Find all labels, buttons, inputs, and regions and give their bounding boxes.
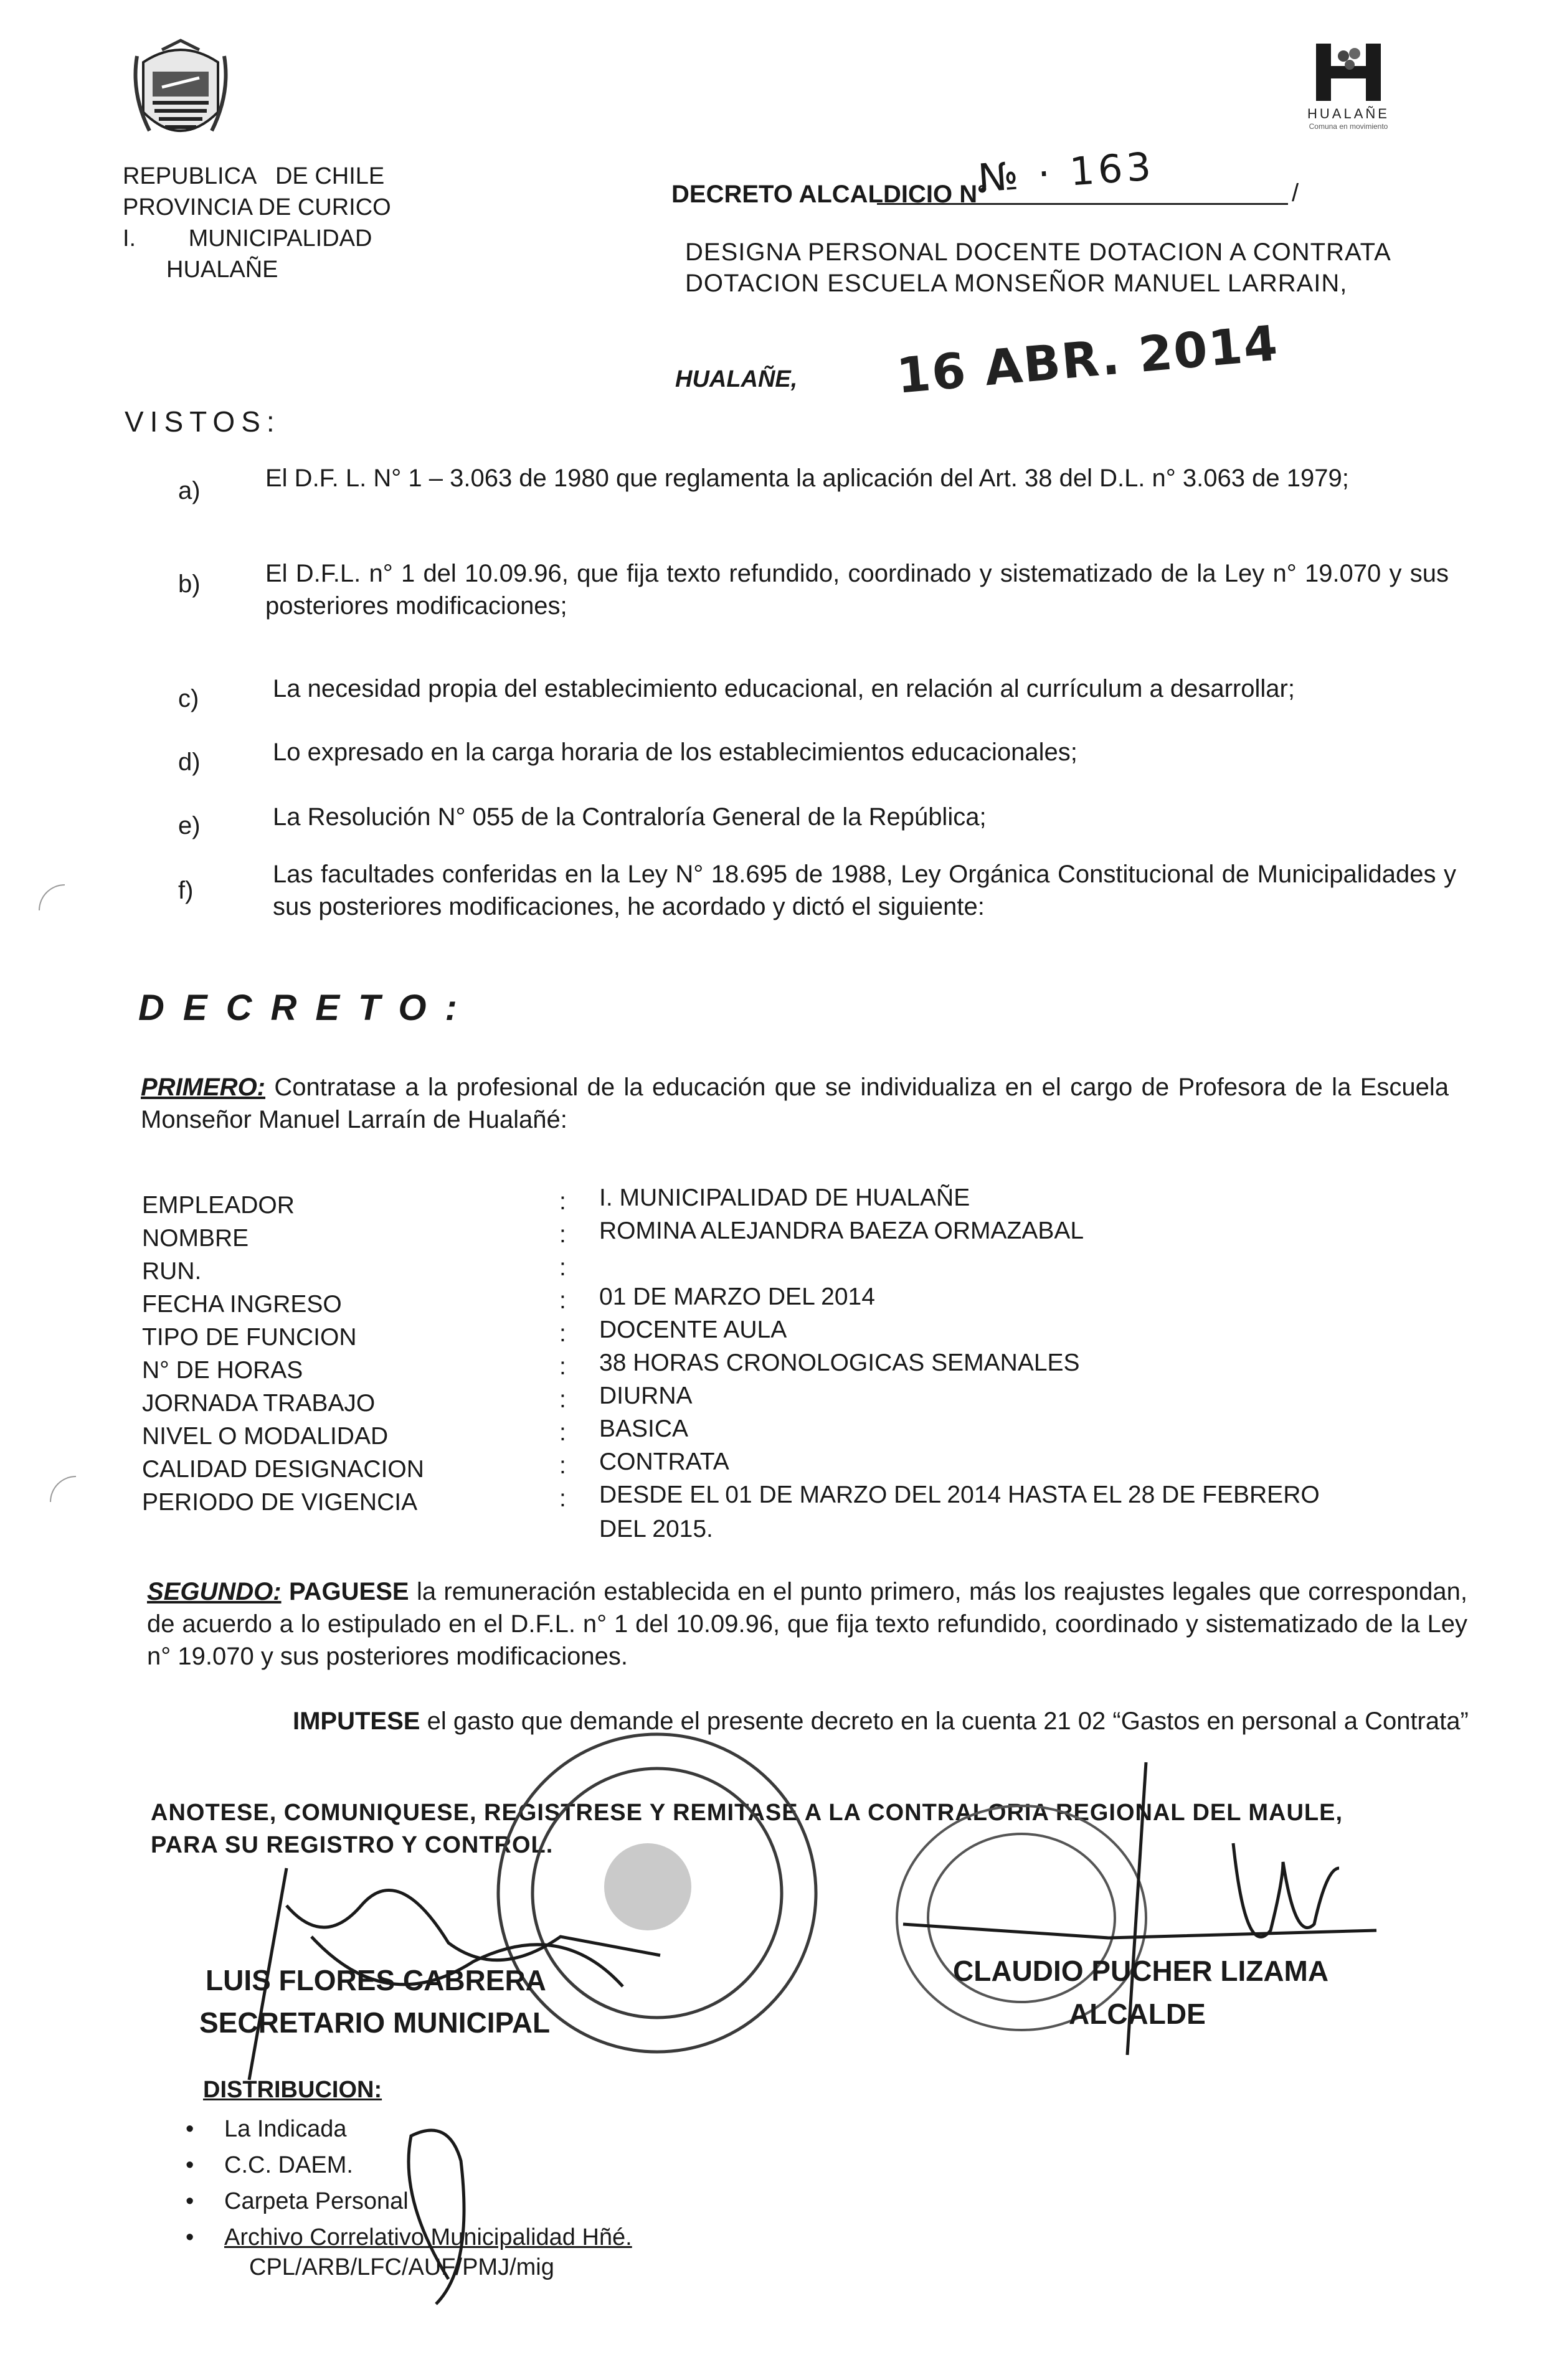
subject-line-1: DESIGNA PERSONAL DOCENTE DOTACION A CONTRATA — [685, 238, 1391, 266]
bullet-icon: • — [186, 2152, 194, 2178]
field-value: DESDE EL 01 DE MARZO DEL 2014 HASTA EL 28 DE FEBRERO — [599, 1481, 1320, 1508]
vigencia-continuation: DEL 2015. — [599, 1516, 713, 1542]
distribucion-footer: CPL/ARB/LFC/AUF/PMJ/mig — [249, 2254, 554, 2280]
municipalidad-line: I. MUNICIPALIDAD — [123, 225, 372, 252]
decreto-number-line — [877, 203, 1288, 205]
closing-line-2: PARA SU REGISTRO Y CONTROL. — [151, 1832, 554, 1858]
field-label: FECHA INGRESO — [142, 1291, 342, 1318]
field-label: TIPO DE FUNCION — [142, 1324, 357, 1351]
logo-tagline: Comuna en movimiento — [1309, 122, 1388, 131]
subject-line-2: DOTACION ESCUELA MONSEÑOR MANUEL LARRAIN, — [685, 270, 1348, 297]
segundo-bold: PAGUESE — [281, 1578, 409, 1605]
field-colon: : — [559, 1386, 566, 1413]
field-value: 01 DE MARZO DEL 2014 — [599, 1283, 875, 1310]
hualane-logo-icon — [1311, 37, 1386, 106]
vistos-item-c: La necesidad propia del establecimiento educacional, en relación al currículum a desarrollar; — [273, 675, 1295, 702]
vistos-item-b: El D.F.L. n° 1 del 10.09.96, que fija texto refundido, coordinado y sistematizado de la Ley n° 19.070 y sus posteriores modificaciones; — [265, 560, 1449, 620]
distribucion-item — [186, 2147, 632, 2183]
bullet-icon: • — [186, 2116, 194, 2142]
closing-line-1: ANOTESE, COMUNIQUESE, REGISTRESE Y REMITASE A LA CONTRALORIA REGIONAL DEL MAULE, — [151, 1800, 1343, 1826]
coat-of-arms-icon — [125, 37, 237, 156]
vistos-letter-f: f) — [178, 877, 194, 904]
field-colon: : — [559, 1485, 566, 1512]
field-label: NOMBRE — [142, 1225, 249, 1252]
decreto-subject — [685, 237, 1391, 299]
issuer-block — [123, 161, 391, 285]
imputese-text: el gasto que demande el presente decreto en la cuenta 21 02 “Gastos en personal a Contrata” — [420, 1707, 1469, 1735]
field-value: I. MUNICIPALIDAD DE HUALAÑE — [599, 1184, 970, 1211]
field-colon: : — [559, 1188, 566, 1215]
distribucion-list — [186, 2111, 632, 2255]
vistos-letter-c: c) — [178, 685, 199, 712]
provincia-line: PROVINCIA DE CURICO — [123, 194, 391, 220]
imputese-paragraph — [149, 1705, 1470, 1737]
republica-line: REPUBLICA DE CHILE — [123, 163, 385, 189]
field-label: EMPLEADOR — [142, 1192, 295, 1219]
field-label: N° DE HORAS — [142, 1357, 303, 1384]
decreto-title: DECRETO: — [138, 988, 476, 1028]
primero-paragraph — [141, 1071, 1449, 1136]
field-colon: : — [559, 1254, 566, 1281]
vistos-item-d: Lo expresado en la carga horaria de los establecimientos educacionales; — [273, 739, 1077, 766]
distribucion-title: DISTRIBUCION: — [203, 2077, 382, 2103]
distribucion-item-text: C.C. DAEM. — [224, 2152, 353, 2178]
field-colon: : — [559, 1221, 566, 1248]
vistos-item-e: La Resolución N° 055 de la Contraloría General de la República; — [273, 803, 987, 831]
field-value: 38 HORAS CRONOLOGICAS SEMANALES — [599, 1349, 1080, 1376]
field-value: DOCENTE AULA — [599, 1316, 787, 1343]
alcalde-name: CLAUDIO PUCHER LIZAMA — [953, 1955, 1329, 1987]
decreto-number: № · 163 — [976, 143, 1157, 201]
vistos-item-a: El D.F. L. N° 1 – 3.063 de 1980 que reglamenta la aplicación del Art. 38 del D.L. n° 3.063 de 1979; — [265, 465, 1349, 492]
hualane-logo — [1283, 37, 1414, 143]
primero-text: Contratase a la profesional de la educación que se individualiza en el cargo de Profesora de la Escuela Monseñor Manuel Larraín de Hualañé: — [141, 1074, 1449, 1133]
margin-mark — [39, 884, 65, 910]
distribucion-item-text: Carpeta Personal — [224, 2188, 409, 2214]
field-colon: : — [559, 1419, 566, 1446]
field-label: RUN. — [142, 1258, 202, 1285]
bullet-icon: • — [186, 2188, 194, 2214]
distribucion-item — [186, 2111, 632, 2147]
segundo-paragraph — [147, 1575, 1467, 1673]
decreto-label: DECRETO ALCALDICIO N° — [671, 181, 988, 208]
decreto-slash: / — [1292, 179, 1299, 207]
closing-block — [151, 1797, 1343, 1861]
bullet-icon: • — [186, 2224, 194, 2250]
field-label: JORNADA TRABAJO — [142, 1390, 376, 1417]
vistos-title: VISTOS: — [125, 405, 281, 438]
vistos-item-f: Las facultades conferidas en la Ley N° 18.695 de 1988, Ley Orgánica Constitucional de Municipalidades y sus posteriores modificaciones, he acordado y dictó el siguiente: — [273, 861, 1456, 920]
distribucion-item — [186, 2183, 632, 2219]
distribucion-item-text: Archivo Correlativo Municipalidad Hñé. — [224, 2224, 632, 2250]
field-colon: : — [559, 1287, 566, 1314]
date-stamp: 16 ABR. 2014 — [894, 315, 1281, 405]
vistos-letter-e: e) — [178, 812, 201, 839]
field-colon: : — [559, 1452, 566, 1479]
field-label: CALIDAD DESIGNACION — [142, 1456, 424, 1483]
field-value: BASICA — [599, 1415, 689, 1442]
distribucion-item — [186, 2219, 632, 2255]
field-label: PERIODO DE VIGENCIA — [142, 1489, 418, 1516]
vistos-letter-d: d) — [178, 748, 201, 776]
distribucion-item-text: La Indicada — [224, 2116, 347, 2142]
secretario-role: SECRETARIO MUNICIPAL — [199, 2006, 551, 2039]
field-value: ROMINA ALEJANDRA BAEZA ORMAZABAL — [599, 1217, 1084, 1244]
segundo-label: SEGUNDO: — [147, 1578, 282, 1605]
segundo-text: la remuneración establecida en el punto primero, más los reajustes legales que correspondan, de acuerdo a lo estipulado en el D.F.L. n° 1 del 10.09.96, que fija texto refundido, coordinado y sistematizado de la Ley n° 19.070 y sus posteriores modificaciones. — [147, 1578, 1467, 1670]
field-colon: : — [559, 1320, 566, 1347]
alcalde-role: ALCALDE — [1069, 1998, 1206, 2030]
vistos-letter-a: a) — [178, 477, 201, 504]
primero-label: PRIMERO: — [141, 1074, 265, 1101]
field-label: NIVEL O MODALIDAD — [142, 1423, 389, 1450]
logo-wordmark: HUALAÑE — [1307, 106, 1390, 121]
margin-mark — [50, 1476, 76, 1502]
field-value: CONTRATA — [599, 1448, 729, 1475]
place-label: HUALAÑE, — [675, 366, 798, 392]
field-colon: : — [559, 1353, 566, 1380]
secretario-name: LUIS FLORES CABRERA — [206, 1964, 546, 1996]
vistos-letter-b: b) — [178, 570, 201, 598]
imputese-bold: IMPUTESE — [293, 1707, 420, 1735]
field-value: DIURNA — [599, 1382, 693, 1409]
comuna-line: HUALAÑE — [166, 257, 278, 283]
